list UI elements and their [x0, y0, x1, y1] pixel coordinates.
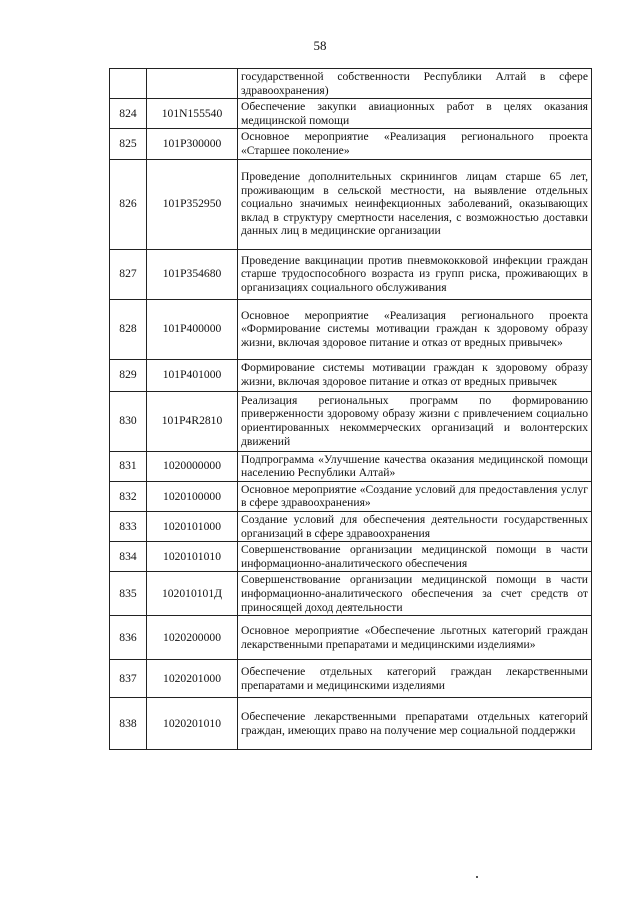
row-number: 829 — [110, 359, 147, 391]
table-row — [110, 698, 592, 750]
row-description: Обеспечение лекарственными препаратами отдельных категорий граждан, имеющих право на получение мер социальной поддержки — [238, 698, 592, 750]
row-number: 827 — [110, 249, 147, 299]
row-number: 828 — [110, 299, 147, 359]
table-row — [110, 391, 592, 451]
table-row — [110, 511, 592, 541]
row-code: 1020200000 — [147, 616, 238, 660]
row-description: Обеспечение отдельных категорий граждан лекарственными препаратами и медицинскими изделиями — [238, 660, 592, 698]
table-row — [110, 542, 592, 572]
row-code: 102010101Д — [147, 572, 238, 616]
row-number: 825 — [110, 129, 147, 159]
row-code: 1020101000 — [147, 511, 238, 541]
row-description: Совершенствование организации медицинской помощи в части информационно-аналитического обеспечения за счет средств от приносящей доход деятельности — [238, 572, 592, 616]
row-code: 101P300000 — [147, 129, 238, 159]
row-description: Обеспечение закупки авиационных работ в целях оказания медицинской помощи — [238, 99, 592, 129]
row-number: 831 — [110, 451, 147, 481]
table-row — [110, 481, 592, 511]
row-description: Основное мероприятие «Обеспечение льготных категорий граждан лекарственными препаратами и медицинскими изделиями» — [238, 616, 592, 660]
table-row — [110, 159, 592, 249]
row-number: 837 — [110, 660, 147, 698]
table-row — [110, 572, 592, 616]
row-code: 101P401000 — [147, 359, 238, 391]
row-code: 1020201010 — [147, 698, 238, 750]
row-description: Основное мероприятие «Создание условий для предоставления услуг в сфере здравоохранения» — [238, 481, 592, 511]
row-number: 832 — [110, 481, 147, 511]
table-row — [110, 69, 592, 99]
row-description: Совершенствование организации медицинской помощи в части информационно-аналитического обеспечения — [238, 542, 592, 572]
table-row — [110, 299, 592, 359]
table-row — [110, 99, 592, 129]
row-code: 101N155540 — [147, 99, 238, 129]
table-row — [110, 359, 592, 391]
row-code: 101P400000 — [147, 299, 238, 359]
table-row — [110, 616, 592, 660]
row-code: 1020101010 — [147, 542, 238, 572]
scan-speck — [476, 876, 478, 878]
row-number — [110, 69, 147, 99]
row-number: 838 — [110, 698, 147, 750]
row-description: Создание условий для обеспечения деятельности государственных организаций в сфере здравоохранения — [238, 511, 592, 541]
row-number: 835 — [110, 572, 147, 616]
table-row — [110, 451, 592, 481]
row-code — [147, 69, 238, 99]
row-code: 1020201000 — [147, 660, 238, 698]
row-code: 101P352950 — [147, 159, 238, 249]
table-row — [110, 249, 592, 299]
row-code: 1020100000 — [147, 481, 238, 511]
row-code: 1020000000 — [147, 451, 238, 481]
row-description: Основное мероприятие «Реализация регионального проекта «Формирование системы мотивации граждан к здоровому образу жизни, включая здоровое питание и отказ от вредных привычек» — [238, 299, 592, 359]
row-description: Проведение дополнительных скринингов лицам старше 65 лет, проживающим в сельской местности, на выявление отдельных социально значимых неинфекционных заболеваний, оказывающих вклад в структуру смертности населения, с возможностью доставки данных лиц в медицинские организации — [238, 159, 592, 249]
row-description: Формирование системы мотивации граждан к здоровому образу жизни, включая здоровое питание и отказ от вредных привычек — [238, 359, 592, 391]
table-row — [110, 660, 592, 698]
row-description: государственной собственности Республики Алтай в сфере здравоохранения) — [238, 69, 592, 99]
row-description: Реализация региональных программ по формированию приверженности здоровому образу жизни с привлечением социально ориентированных некоммерческих организаций и волонтерских движений — [238, 391, 592, 451]
row-description: Основное мероприятие «Реализация регионального проекта «Старшее поколение» — [238, 129, 592, 159]
page-number: 58 — [313, 38, 327, 53]
row-description: Проведение вакцинации против пневмококковой инфекции граждан старше трудоспособного возраста из групп риска, проживающих в организациях социального обслуживания — [238, 249, 592, 299]
row-number: 826 — [110, 159, 147, 249]
row-code: 101P4R2810 — [147, 391, 238, 451]
row-description: Подпрограмма «Улучшение качества оказания медицинской помощи населению Республики Алтай» — [238, 451, 592, 481]
table-row — [110, 129, 592, 159]
row-code: 101P354680 — [147, 249, 238, 299]
budget-code-table — [109, 68, 592, 750]
row-number: 836 — [110, 616, 147, 660]
row-number: 830 — [110, 391, 147, 451]
row-number: 824 — [110, 99, 147, 129]
row-number: 834 — [110, 542, 147, 572]
row-number: 833 — [110, 511, 147, 541]
